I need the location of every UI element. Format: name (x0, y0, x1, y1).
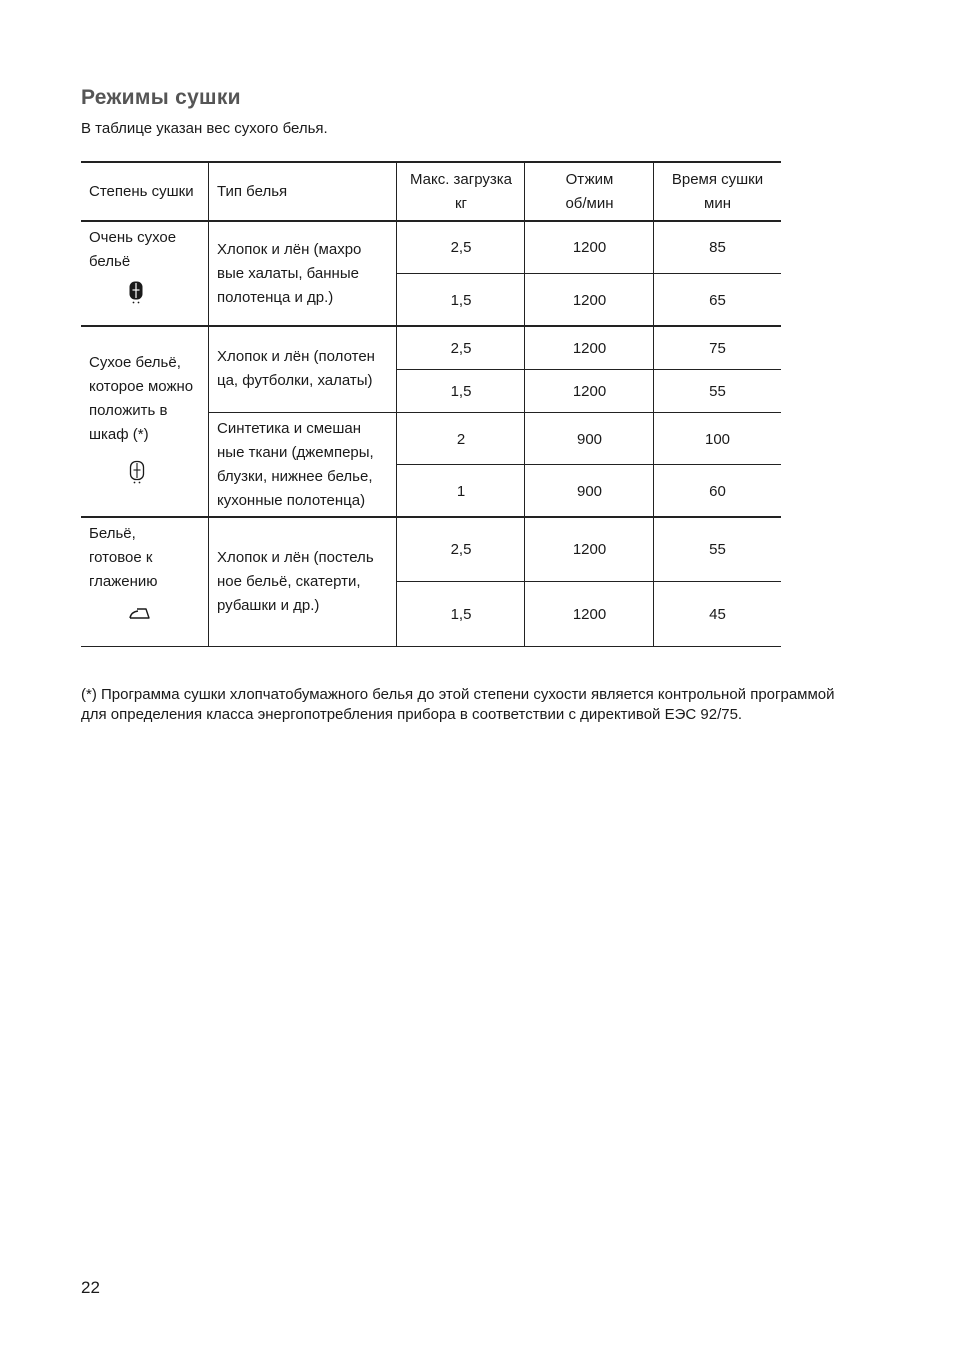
drying-modes-table (81, 161, 781, 647)
degree-line: шкаф (*) (89, 426, 149, 443)
type-line: блузки, нижнее белье, (217, 468, 373, 485)
cupboard-dry-symbol-icon (129, 460, 145, 484)
header-spin-label: Отжим (565, 171, 614, 188)
type-line: ные ткани (джемперы, (217, 444, 374, 461)
time-value: 75 (709, 339, 726, 357)
header-degree: Степень сушки (89, 183, 194, 200)
type-line: кухонные полотенца) (217, 492, 366, 509)
degree-line: готовое к (89, 549, 153, 566)
type-line: Синтетика и смешан (217, 420, 362, 437)
header-type: Тип белья (217, 183, 288, 200)
degree-line: положить в (89, 402, 168, 419)
spin-value: 1200 (572, 339, 607, 357)
type-line: Хлопок и лён (постель (217, 549, 374, 566)
type-line: полотенца и др.) (217, 289, 334, 306)
spin-value: 1200 (572, 291, 607, 309)
header-spin (525, 168, 654, 216)
time-value: 60 (709, 482, 726, 500)
footnote-line: (*) Программа сушки хлопчатобумажного белья до этой степени сухости является контрольной программой (81, 686, 835, 703)
degree-iron-dry (89, 522, 158, 594)
time-value: 65 (709, 291, 726, 309)
type-cotton-terry (217, 238, 361, 310)
degree-line: Бельё, (89, 525, 136, 542)
column-divider (208, 161, 209, 647)
type-line: ное бельё, скатерти, (217, 573, 361, 590)
spin-value: 1200 (572, 383, 607, 400)
load-value: 2,5 (450, 339, 472, 357)
spin-value: 900 (576, 430, 603, 448)
load-value: 2 (456, 430, 466, 448)
time-value: 85 (709, 238, 726, 256)
table-top-rule (81, 161, 781, 163)
degree-line: бельё (89, 253, 131, 270)
time-value: 45 (709, 606, 726, 623)
degree-line: Очень сухое (89, 229, 177, 246)
load-value: 1,5 (450, 606, 472, 623)
type-line: Хлопок и лён (полотен (217, 348, 375, 365)
time-value: 55 (709, 383, 726, 400)
degree-very-dry (89, 226, 176, 274)
very-dry-symbol-icon (128, 280, 144, 304)
type-synthetics (217, 417, 374, 513)
header-load (397, 168, 525, 216)
time-value: 100 (704, 430, 731, 448)
degree-line: которое можно (89, 378, 194, 395)
spin-value: 900 (576, 482, 603, 500)
type-cotton-towels (217, 345, 375, 393)
load-value: 1,5 (450, 383, 472, 400)
footnote (81, 685, 901, 724)
load-value: 1 (456, 482, 466, 500)
time-value: 55 (709, 541, 726, 558)
load-value: 2,5 (450, 541, 472, 558)
degree-line: глажению (89, 573, 158, 590)
header-time (654, 168, 781, 216)
load-value: 2,5 (450, 238, 472, 256)
header-time-unit: мин (704, 195, 731, 212)
header-time-label: Время сушки (671, 171, 764, 188)
degree-cupboard-dry (89, 351, 193, 447)
page-subtitle: В таблице указан вес сухого белья. (81, 120, 328, 137)
page-number: 22 (81, 1278, 100, 1297)
type-line: вые халаты, банные (217, 265, 359, 282)
footnote-line: для определения класса энергопотребления прибора в соответствии с директивой ЕЭС 92/75. (81, 705, 743, 723)
type-cotton-bedlinen (217, 546, 374, 618)
header-load-label: Макс. загрузка (409, 171, 513, 188)
page-title: Режимы сушки (81, 86, 241, 109)
iron-dry-symbol-icon (128, 605, 152, 621)
type-line: Хлопок и лён (махро (217, 241, 362, 258)
header-spin-unit: об/мин (565, 195, 614, 212)
header-load-unit: кг (454, 195, 468, 212)
spin-value: 1200 (572, 541, 607, 558)
spin-value: 1200 (572, 606, 607, 623)
load-value: 1,5 (450, 291, 472, 309)
degree-line: Сухое бельё, (89, 354, 181, 371)
spin-value: 1200 (572, 238, 607, 256)
type-line: ца, футболки, халаты) (217, 372, 373, 389)
type-line: рубашки и др.) (217, 597, 320, 614)
